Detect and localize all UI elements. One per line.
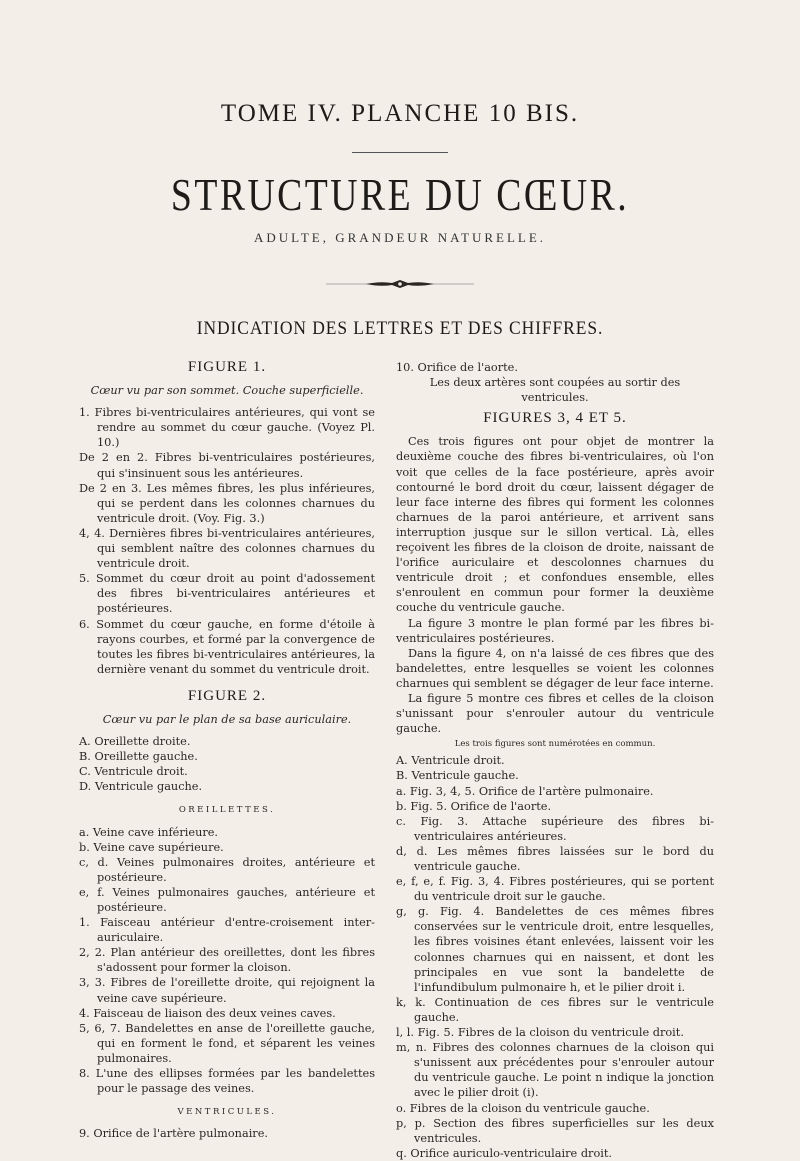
list-item: De 2 en 2. Fibres bi-ventriculaires postérieures, qui s'insinuent sous les antérieures.	[79, 451, 375, 480]
list-item: 4. Faisceau de liaison des deux veines caves.	[79, 1006, 336, 1020]
page-title: STRUCTURE DU CŒUR.	[170, 169, 630, 220]
list-item: q. Orifice auriculo-ventriculaire droit.	[396, 1146, 612, 1160]
list-item: 5, 6, 7. Bandelettes en anse de l'oreillette gauche, qui en forment le fond, et séparent les veines pulmonaires.	[79, 1021, 375, 1065]
page-subtitle: ADULTE, GRANDEUR NATURELLE.	[253, 230, 547, 245]
list-item: b. Veine cave supérieure.	[79, 840, 224, 854]
list-item: 4, 4. Dernières fibres bi-ventriculaires antérieures, qui semblent naître des colonnes charnues du ventricule droit.	[79, 526, 375, 571]
list-item: c. Fig. 3. Attache supérieure des fibres bi-ventriculaires antérieures.	[396, 814, 714, 843]
list-item: 1. Fibres bi-ventriculaires antérieures, qui vont se rendre au sommet du cœur gauche. (Voyez Pl. 10.)	[79, 406, 375, 450]
paragraph: La figure 3 montre le plan formé par les fibres bi-ventriculaires postérieures.	[396, 616, 714, 645]
figures-3-4-5-heading: FIGURES 3, 4 ET 5.	[483, 410, 627, 427]
list-item: c, d. Veines pulmonaires droites, antérieure et postérieure.	[79, 855, 375, 884]
list-item: A. Oreillette droite.	[79, 735, 191, 749]
ventricules-heading: VENTRICULES.	[177, 1107, 277, 1118]
list-item: D. Ventricule gauche.	[79, 780, 203, 794]
list-item: 8. L'une des ellipses formées par les bandelettes pour le passage des veines.	[79, 1067, 375, 1096]
paragraph: Ces trois figures ont pour objet de montrer la deuxième couche des fibres bi-ventriculaires, où l'on voit que celles de la face postérieure, après avoir contourné le bord droit du cœur, laissent dégager de leur face interne des fibres qui forment les colonnes charnues de la paroi antérieure, et arrivent sans interruption jusque sur le sillon vertical. Là, elles reçoivent les fibres de la cloison de droite, naissant de l'orifice auriculaire et descolonnes charnues du ventricule droit ; et confondues ensemble, elles s'enroulent en commun pour former la deuxième couche du ventricule gauche.	[396, 435, 714, 615]
list-item: b. Fig. 5. Orifice de l'aorte.	[396, 799, 552, 813]
list-item: o. Fibres de la cloison du ventricule gauche.	[396, 1101, 650, 1115]
list-item: C. Ventricule droit.	[79, 765, 188, 779]
paragraph: La figure 5 montre ces fibres et celles de la cloison s'unissant pour s'enrouler autour du ventricule gauche.	[396, 691, 714, 736]
list-item: B. Ventricule gauche.	[396, 769, 519, 783]
divider-rule	[352, 152, 448, 153]
list-item: g, g. Fig. 4. Bandelettes de ces mêmes fibres conservées sur le ventricule droit, entre lesquelles, les fibres voisines étant enlevées, laissent voir les colonnes charnues qui en naissent, et dont les principales en vue sont la bandelette de l'infundibulum pulmonaire h, et le pilier droit i.	[396, 905, 714, 994]
list-item: m, n. Fibres des colonnes charnues de la cloison qui s'unissent aux précédentes pour s'enrouler autour du ventricule gauche. Le point n indique la jonction avec le pilier droit (i).	[396, 1041, 714, 1100]
left-column	[79, 360, 375, 1141]
list-item: e, f. Veines pulmonaires gauches, antérieure et postérieure.	[79, 885, 375, 914]
list-item: l, l. Fig. 5. Fibres de la cloison du ventricule droit.	[396, 1026, 684, 1040]
list-item: p, p. Section des fibres superficielles sur les deux ventricules.	[396, 1116, 714, 1145]
tome-heading: TOME IV. PLANCHE 10 BIS.	[220, 100, 580, 127]
note-line: Les deux artères sont coupées au sortir des ventricules.	[429, 376, 681, 405]
list-item: e, f, e, f. Fig. 3, 4. Fibres postérieures, qui se portent du ventricule droit sur le gauche.	[396, 875, 714, 904]
list-item: De 2 en 3. Les mêmes fibres, les plus inférieures, qui se perdent dans les colonnes charnues du ventricule droit. (Voy. Fig. 3.)	[79, 481, 375, 525]
list-item: a. Fig. 3, 4, 5. Orifice de l'artère pulmonaire.	[396, 784, 654, 798]
figure-2-heading: FIGURE 2.	[187, 687, 267, 704]
list-item: d, d. Les mêmes fibres laissées sur le bord du ventricule gauche.	[396, 844, 714, 873]
list-item: 5. Sommet du cœur droit au point d'adossement des fibres bi-ventriculaires antérieures et postérieures.	[79, 572, 375, 616]
indication-heading: INDICATION DES LETTRES ET DES CHIFFRES.	[196, 318, 604, 339]
list-item: k, k. Continuation de ces fibres sur le ventricule gauche.	[396, 995, 714, 1024]
list-item: B. Oreillette gauche.	[79, 750, 198, 764]
ornament-divider-icon	[326, 278, 474, 290]
list-item: 6. Sommet du cœur gauche, en forme d'étoile à rayons courbes, et formé par la convergence de toutes les fibres bi-ventriculaires antérieures, la dernière venant du sommet du ventricule droit.	[79, 617, 375, 676]
list-item: 10. Orifice de l'aorte.	[396, 361, 518, 374]
list-item: 2, 2. Plan antérieur des oreillettes, dont les fibres s'adossent pour former la cloison.	[79, 946, 375, 975]
list-item: A. Ventricule droit.	[396, 754, 505, 768]
list-item: a. Veine cave inférieure.	[79, 825, 219, 839]
right-column	[396, 360, 714, 1161]
list-item: 3, 3. Fibres de l'oreillette droite, qui rejoignent la veine cave supérieure.	[79, 976, 375, 1005]
list-item: 1. Faisceau antérieur d'entre-croisement inter-auriculaire.	[79, 916, 375, 945]
figure-2-caption: Cœur vu par le plan de sa base auriculaire.	[102, 712, 352, 726]
list-item: 9. Orifice de l'artère pulmonaire.	[79, 1127, 268, 1141]
numbering-note: Les trois figures sont numérotées en commun.	[454, 739, 656, 750]
figure-1-heading: FIGURE 1.	[187, 359, 267, 375]
figure-1-caption: Cœur vu par son sommet. Couche superficielle.	[90, 384, 364, 398]
paragraph: Dans la figure 4, on n'a laissé de ces fibres que des bandelettes, entre lesquelles se voient les colonnes charnues qui semblent se dégager de leur face interne.	[396, 646, 714, 690]
oreillettes-heading: OREILLETTES.	[178, 805, 276, 816]
